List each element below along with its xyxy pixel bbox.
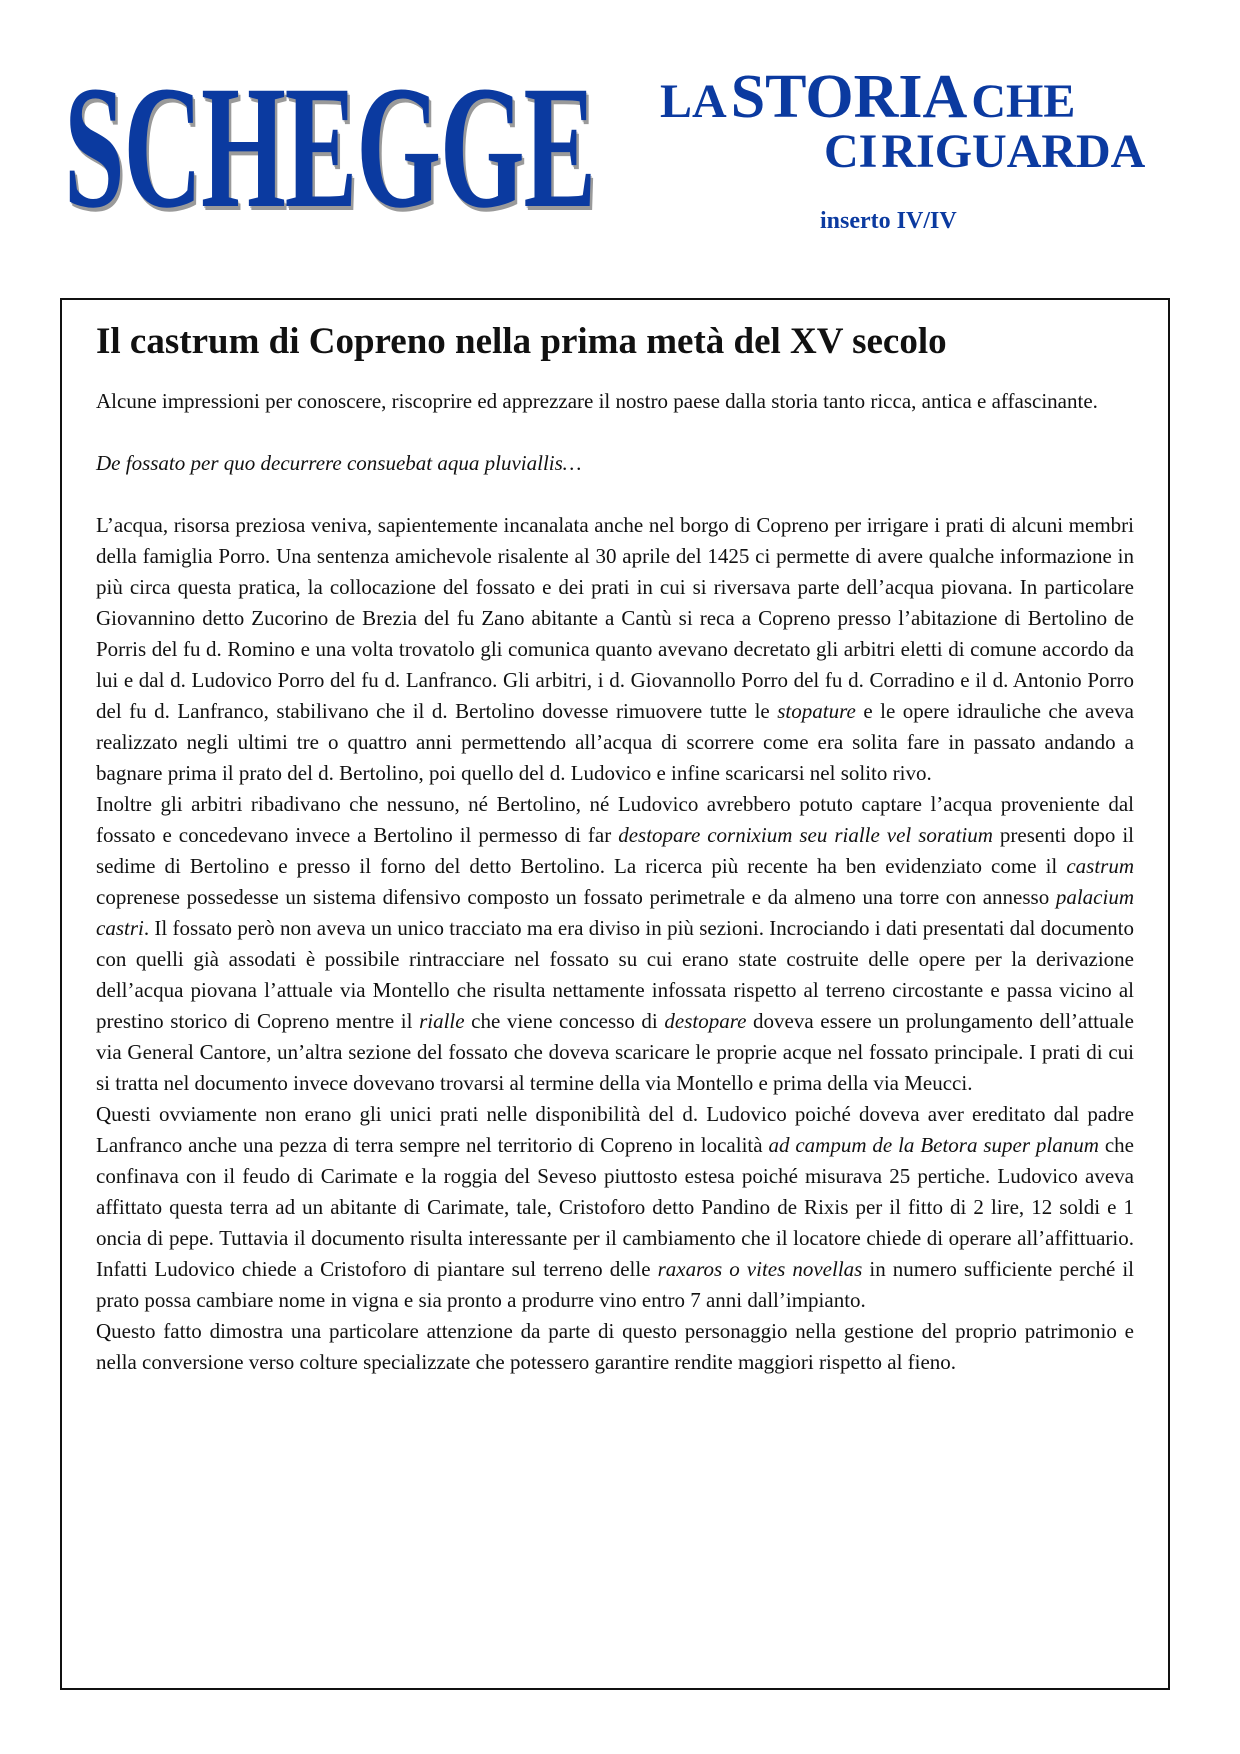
- italic-term: ad campum de la Betora super planum: [768, 1133, 1099, 1157]
- tagline-line-2: [824, 124, 1145, 179]
- italic-term: destopare cornixium seu rialle vel soratium: [618, 823, 993, 847]
- italic-term: palacium castri: [96, 885, 1134, 940]
- text-run: Questi ovviamente non erano gli unici prati nelle disponibilità del d. Ludovico poiché doveva aver ereditato dal padre Lanfranco anche una pezza di terra sempre nel territorio di Copreno in località: [96, 1102, 1134, 1157]
- tagline-storia: STORIA: [730, 63, 968, 131]
- text-run: Questo fatto dimostra una particolare attenzione da parte di questo personaggio nella gestione del proprio patrimonio e nella conversione verso colture specializzate che potessero garantire rendite maggiori rispetto al fieno.: [96, 1319, 1134, 1374]
- text-run: e le opere idrauliche che aveva realizzato negli ultimi tre o quattro anni permettendo all’acqua di scorrere come era solita fare in passato andando a bagnare prima il prato del d. Bertolino, poi quello del d. Ludovico e infine scaricarsi nel solito rivo.: [96, 699, 1134, 785]
- italic-term: stopature: [777, 699, 856, 723]
- text-run: . Il fossato però non aveva un unico tracciato ma era diviso in più sezioni. Incrociando i dati presentati dal documento con quelli già assodati è possibile rintracciare nel fossato su cui erano state costruite delle opere per la derivazione dell’acqua piovana l’attuale via Montello che risulta nettamente infossata rispetto al terreno circostante e passa vicino al prestino storico di Copreno mentre il: [96, 916, 1134, 1033]
- tagline-riguarda: RIGUARDA: [881, 125, 1146, 178]
- article-intro: Alcune impressioni per conoscere, riscoprire ed apprezzare il nostro paese dalla storia tanto ricca, antica e affascinante.: [96, 389, 1098, 413]
- masthead-logo: SCHEGGE: [64, 50, 596, 245]
- tagline-la: LA: [660, 75, 727, 128]
- tagline-line-1: [660, 62, 1075, 133]
- text-run: Inoltre gli arbitri ribadivano che nessuno, né Bertolino, né Ludovico avrebbero potuto captare l’acqua proveniente dal fossato e concedevano invece a Bertolino il permesso di far: [96, 792, 1134, 847]
- text-run: presenti dopo il sedime di Bertolino e presso il forno del detto Bertolino. La ricerca più recente ha ben evidenziato come il: [96, 823, 1134, 878]
- text-run: coprenese possedesse un sistema difensivo composto un fossato perimetrale e da almeno una torre con annesso: [96, 885, 1056, 909]
- italic-term: rialle: [419, 1009, 465, 1033]
- text-run: doveva essere un prolungamento dell’attuale via General Cantore, un’altra sezione del fossato che doveva scaricare le proprie acque nel fossato principale. I prati di cui si tratta nel documento invece dovevano trovarsi al termine della via Montello e prima della via Meucci.: [96, 1009, 1134, 1095]
- text-run: in numero sufficiente perché il prato possa cambiare nome in vigna e sia pronto a produrre vino entro 7 anni dall’impianto.: [96, 1257, 1134, 1312]
- italic-term: raxaros o vites novellas: [657, 1257, 863, 1281]
- article-paragraph: [96, 789, 1134, 1099]
- article-epigraph: De fossato per quo decurrere consuebat aqua pluviallis…: [96, 451, 582, 475]
- article-box: [60, 298, 1170, 1690]
- article-paragraph: [96, 510, 1134, 789]
- insert-label: inserto IV/IV: [820, 208, 957, 234]
- text-run: che confinava con il feudo di Carimate e la roggia del Seveso piuttosto estesa poiché misurava 25 pertiche. Ludovico aveva affittato questa terra ad un abitante di Carimate, tale, Cristoforo detto Pandino de Rixis per il fitto di 2 lire, 12 soldi e 1 oncia di pepe. Tuttavia il documento risulta interessante per il cambiamento che il locatore chiede di operare all’affittuario. Infatti Ludovico chiede a Cristoforo di piantare sul terreno delle: [96, 1133, 1134, 1281]
- italic-term: castrum: [1066, 854, 1134, 878]
- text-run: L’acqua, risorsa preziosa veniva, sapientemente incanalata anche nel borgo di Copreno per irrigare i prati di alcuni membri della famiglia Porro. Una sentenza amichevole risalente al 30 aprile del 1425 ci permette di avere qualche informazione in più circa questa pratica, la collocazione del fossato e dei prati in cui si riversava parte dell’acqua piovana. In particolare Giovannino detto Zucorino de Brezia del fu Zano abitante a Cantù si reca a Copreno presso l’abitazione di Bertolino de Porris del fu d. Romino e una volta trovatolo gli comunica quanto avevano decretato gli arbitri eletti di comune accordo da lui e dal d. Ludovico Porro del fu d. Lanfranco. Gli arbitri, i d. Giovannollo Porro del fu d. Corradino e il d. Antonio Porro del fu d. Lanfranco, stabilivano che il d. Bertolino dovesse rimuovere tutte le: [96, 513, 1134, 723]
- article-paragraph: [96, 1316, 1134, 1378]
- italic-term: destopare: [664, 1009, 747, 1033]
- article-paragraph: [96, 1099, 1134, 1316]
- text-run: che viene concesso di: [464, 1009, 665, 1033]
- tagline-che: CHE: [971, 75, 1076, 128]
- article-title: Il castrum di Copreno nella prima metà del XV secolo: [96, 321, 947, 362]
- tagline-ci: CI: [824, 125, 878, 178]
